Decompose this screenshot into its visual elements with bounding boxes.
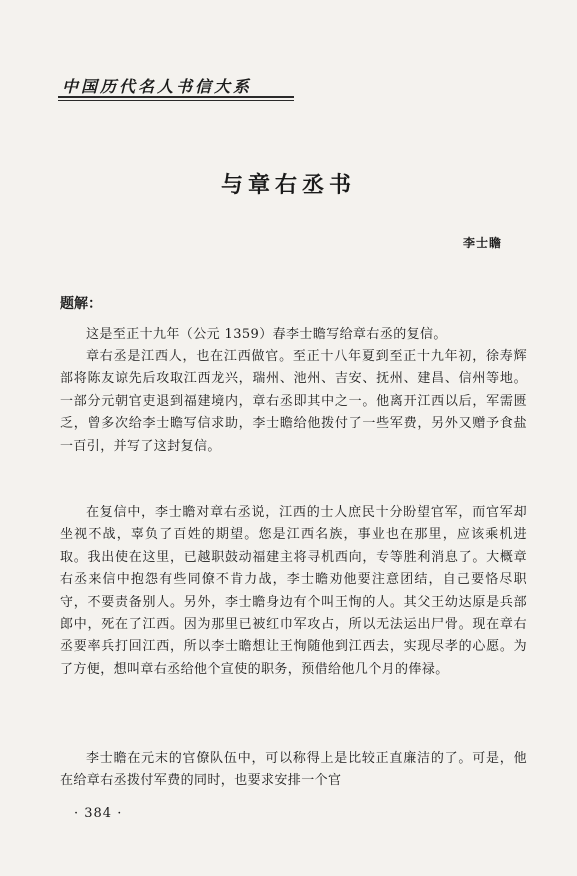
- letter-author: 李士瞻: [462, 236, 502, 250]
- section-heading: 题解：: [60, 296, 102, 312]
- page-number: · 384 ·: [74, 806, 123, 821]
- paragraph-content: 在复信中，李士瞻对章右丞说，江西的士人庶民十分盼望官军，而官军却坐视不战，辜负了百姓的期望。您是江西名族，事业也在那里，应该乘机进取。我出使在这里，已越职鼓动福建主将寻机西向，专等胜利消息了。大概章右丞来信中抱怨有些同僚不肯力战，李士瞻劝他要注意团结，自己要恪尽职守，不要责备别人。另外，李士瞻身边有个叫王恂的人。其父王幼达原是兵部郎中，死在了江西。因为那里已被红巾军攻占，所以无法运出尸骨。现在章右丞要率兵打回江西，所以李士瞻想让王恂随他到江西去，实现尽孝的心愿。为了方便，想叫章右丞给他个宣使的职务，预借给他几个月的俸禄。: [60, 505, 527, 677]
- series-rule-thin: [58, 100, 294, 101]
- paragraph-comment: 李士瞻在元末的官僚队伍中，可以称得上是比较正直廉洁的了。可是，他在给章右丞拨付军费的同时，也要求安排一个官: [60, 751, 527, 789]
- paragraph-intro: 这是至正十九年（公元 1359）春李士瞻写给章右丞的复信。: [86, 327, 447, 342]
- letter-title: 与章右丞书: [220, 172, 356, 198]
- series-title: 中国历代名人书信大系: [62, 77, 253, 96]
- paragraph-background: 章右丞是江西人，也在江西做官。至正十八年夏到至正十九年初，徐寿辉部将陈友谅先后攻取江西龙兴，瑞州、池州、吉安、抚州、建昌、信州等地。一部分元朝官吏退到福建境内，章右丞即其中之一。他离开江西以后，军需匮乏，曾多次给李士瞻写信求助，李士瞻给他拨付了一些军费，另外又赠予食盐一百引，并写了这封复信。: [60, 349, 527, 454]
- series-rule-thick: [58, 96, 294, 98]
